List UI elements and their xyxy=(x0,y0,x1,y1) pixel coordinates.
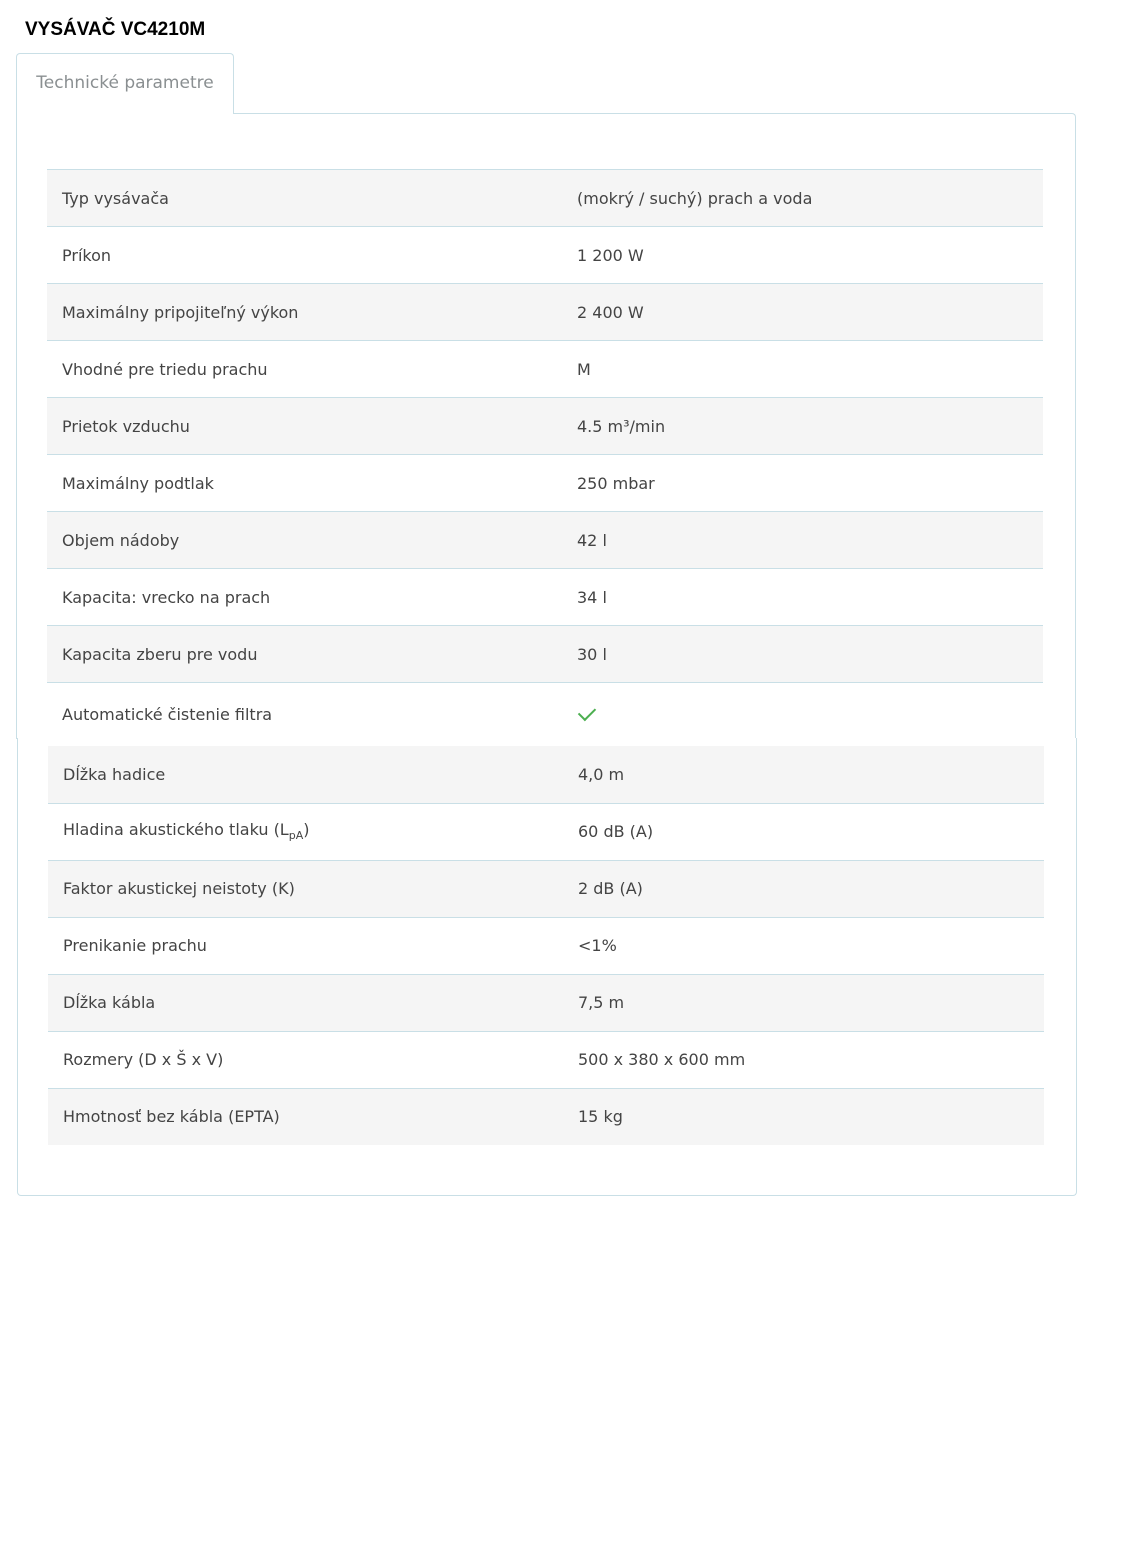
spec-value: 15 kg xyxy=(578,1107,623,1127)
table-row xyxy=(47,569,1043,626)
table-row xyxy=(47,683,1043,747)
spec-label: Prietok vzduchu xyxy=(62,416,190,436)
table-row xyxy=(48,917,1044,974)
spec-label: Objem nádoby xyxy=(62,530,180,550)
spec-label-subscript: pA xyxy=(288,829,304,843)
spec-value: 30 l xyxy=(577,644,607,664)
spec-value: (mokrý / suchý) prach a voda xyxy=(577,188,813,208)
spec-table-part2 xyxy=(48,746,1044,1145)
spec-label: Faktor akustickej neistoty (K) xyxy=(63,879,295,898)
spec-value: 4.5 m³/min xyxy=(577,416,666,436)
table-row xyxy=(47,512,1043,569)
table-row xyxy=(48,1031,1044,1088)
spec-value: 1 200 W xyxy=(577,245,644,265)
spec-label: Vhodné pre triedu prachu xyxy=(62,359,268,379)
spec-label-end: ) xyxy=(303,820,310,840)
spec-label: Hmotnosť bez kábla (EPTA) xyxy=(63,1107,280,1127)
spec-label xyxy=(48,803,563,860)
spec-value: 4,0 m xyxy=(578,764,625,784)
spec-label: Kapacita zberu pre vodu xyxy=(62,644,258,664)
spec-table-part1 xyxy=(47,169,1043,747)
table-row xyxy=(47,626,1043,683)
check-icon xyxy=(578,703,596,721)
spec-label-main: Hladina akustického tlaku (L xyxy=(63,820,289,840)
spec-label: Maximálny podtlak xyxy=(62,473,214,493)
table-row xyxy=(48,1088,1044,1145)
spec-value: 42 l xyxy=(577,530,607,550)
spec-value: 60 dB (A) xyxy=(578,822,654,841)
spec-value: 7,5 m xyxy=(578,993,625,1012)
spec-label: Kapacita: vrecko na prach xyxy=(62,587,271,607)
table-row xyxy=(48,803,1044,860)
table-row xyxy=(47,398,1043,455)
table-row xyxy=(48,974,1044,1031)
spec-label: Maximálny pripojiteľný výkon xyxy=(62,302,299,322)
table-row xyxy=(47,284,1043,341)
spec-value: 250 mbar xyxy=(577,473,655,493)
table-row xyxy=(48,860,1044,917)
spec-value: <1% xyxy=(578,936,617,955)
spec-value: 500 x 380 x 600 mm xyxy=(578,1050,746,1069)
spec-label: Dĺžka kábla xyxy=(63,993,156,1012)
spec-value: M xyxy=(577,359,591,379)
spec-label: Príkon xyxy=(62,245,112,265)
spec-label: Prenikanie prachu xyxy=(63,936,207,955)
spec-value: 2 dB (A) xyxy=(578,879,643,898)
spec-label: Rozmery (D x Š x V) xyxy=(63,1050,224,1069)
spec-label: Dĺžka hadice xyxy=(63,764,166,784)
table-row xyxy=(47,170,1043,227)
spec-value: 2 400 W xyxy=(577,302,644,322)
tab-label: Technické parametre xyxy=(36,73,214,93)
table-row xyxy=(47,227,1043,284)
spec-label: Typ vysávača xyxy=(62,188,169,208)
spec-label: Automatické čistenie filtra xyxy=(62,705,273,725)
spec-value xyxy=(562,683,1043,747)
table-row xyxy=(48,746,1044,803)
tab-technicke-parametre[interactable] xyxy=(16,53,234,114)
table-row xyxy=(47,341,1043,398)
spec-value: 34 l xyxy=(577,587,607,607)
table-row xyxy=(47,455,1043,512)
page-title: VYSÁVAČ VC4210M xyxy=(25,19,206,40)
